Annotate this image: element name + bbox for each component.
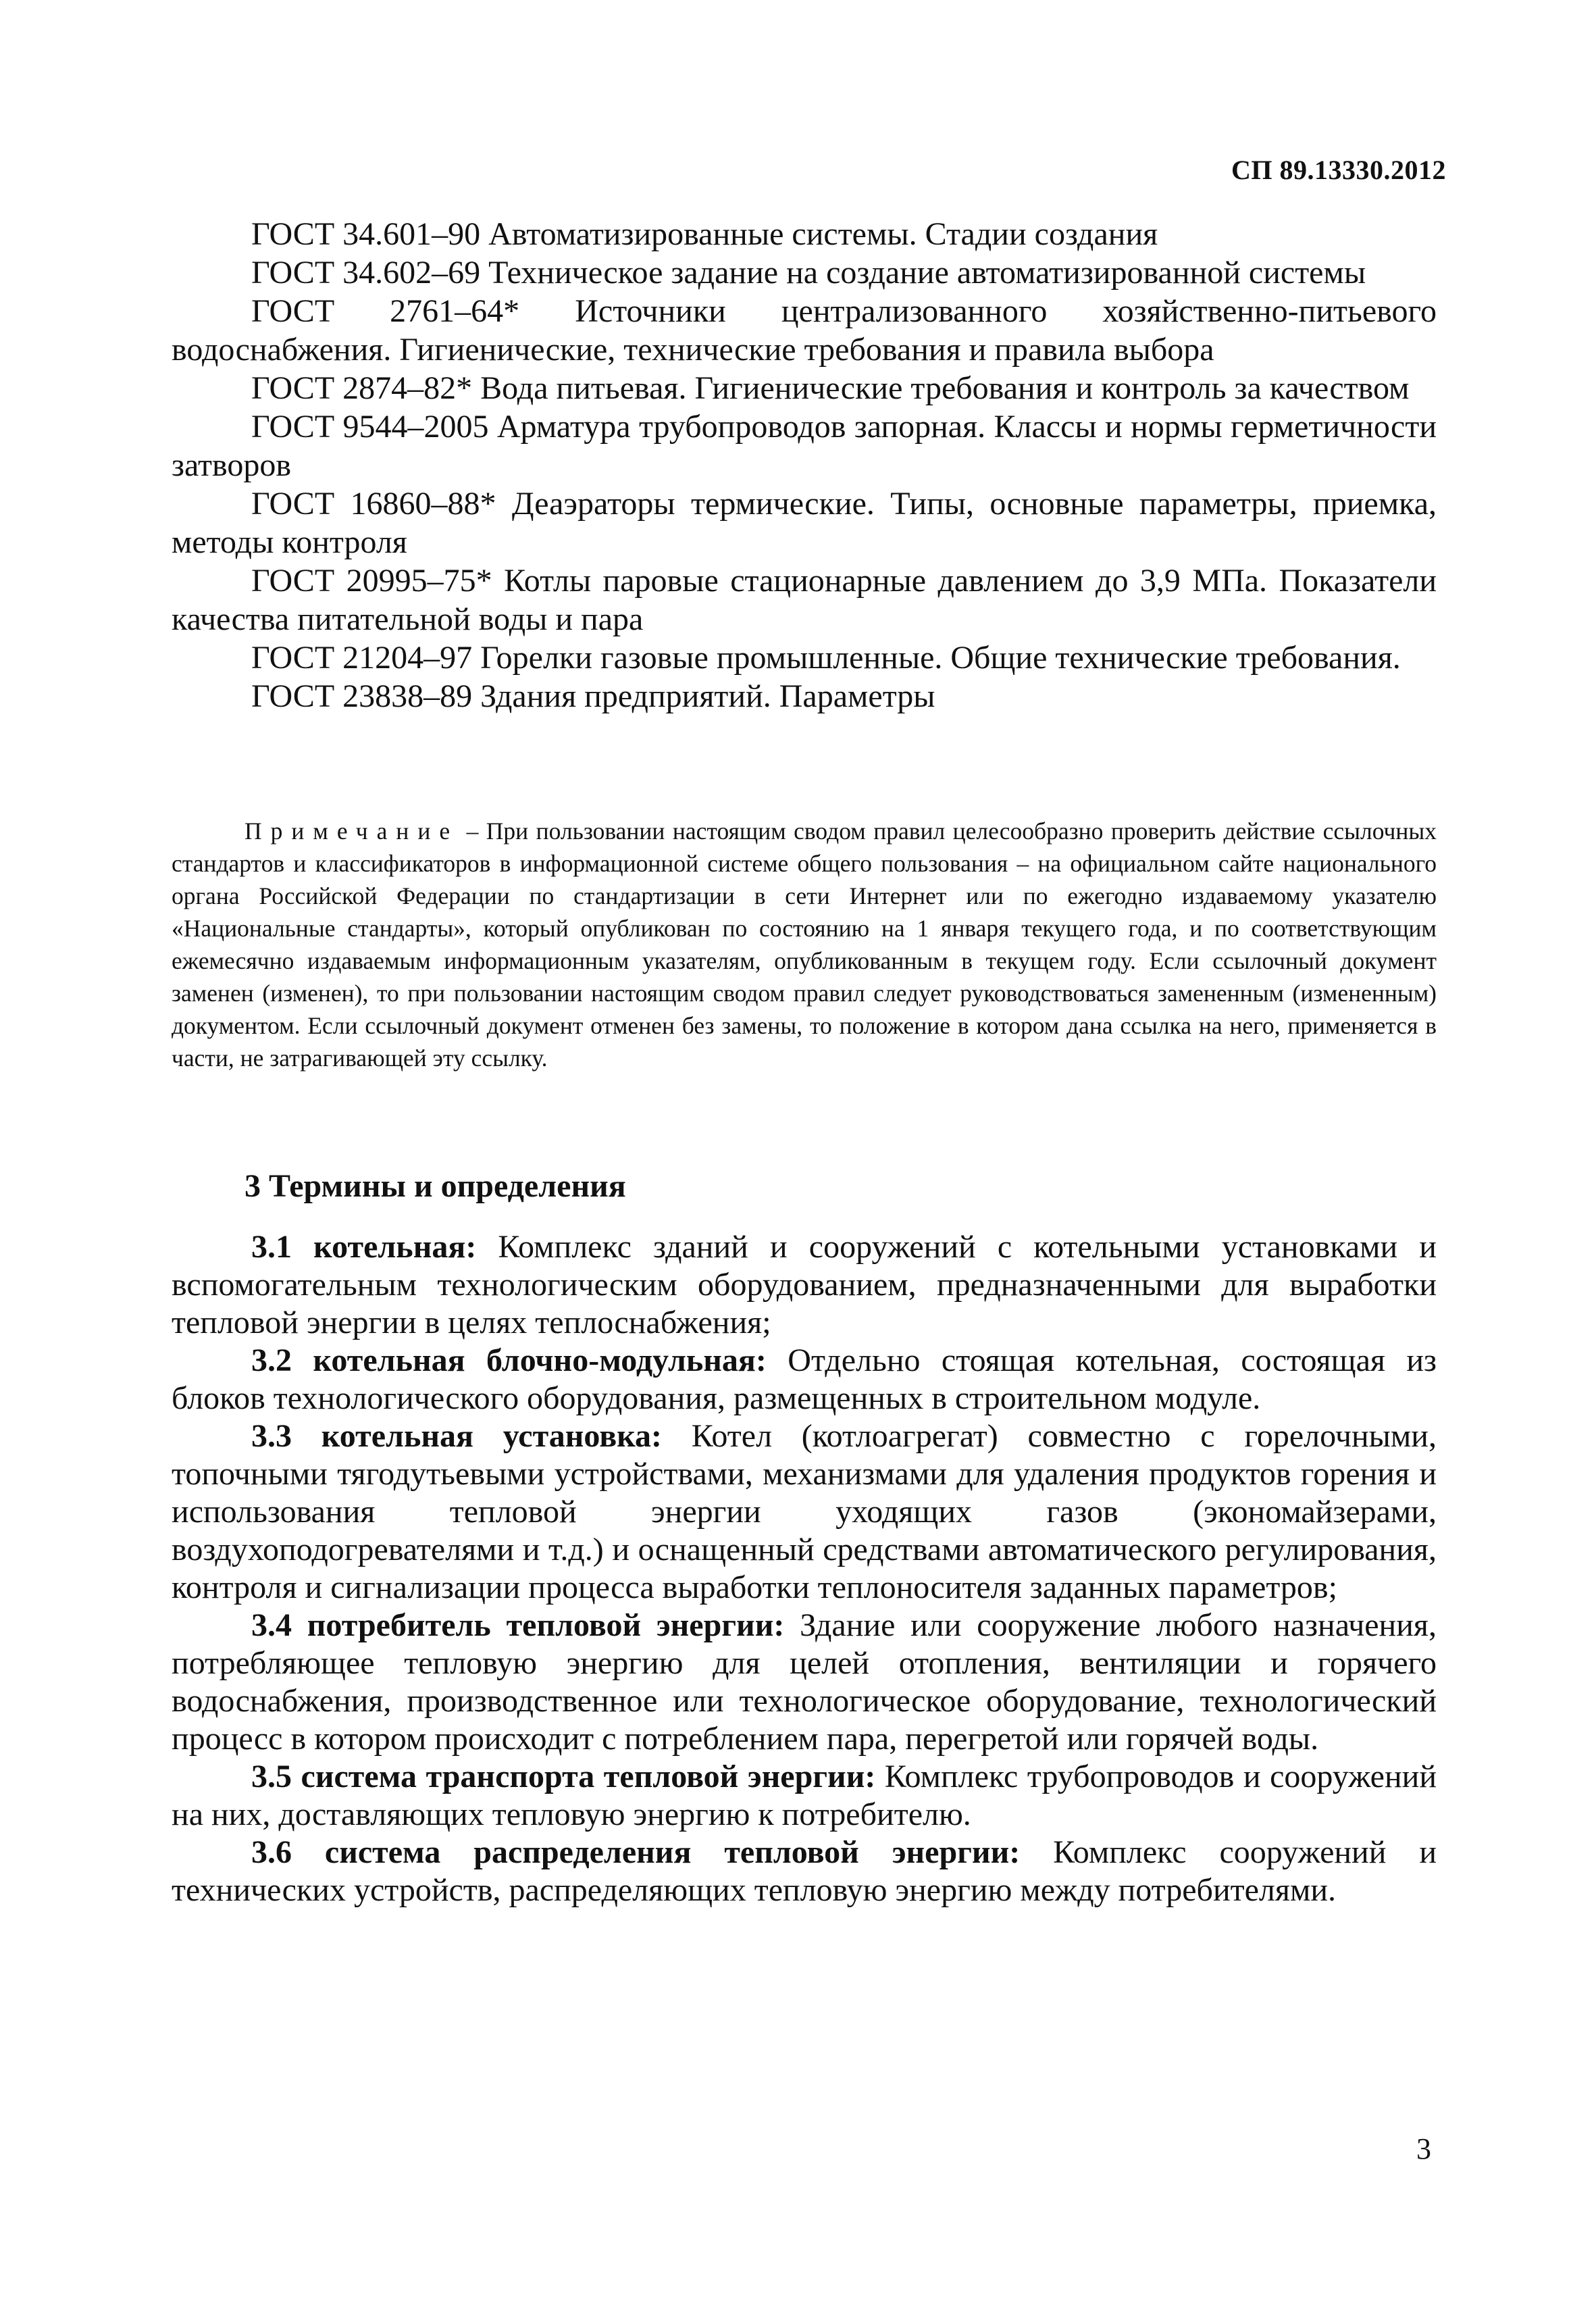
term-definition: Котел (котлоагрегат) совместно с горелочными, топочными тягодутьевыми устройствами, механизмами для удаления продуктов горения и использования тепловой энергии уходящих газов (экономайзерами, воздухоподогревателями и т.д.) и оснащенный средствами автоматического регулирования, контроля и сигнализации процесса выработки теплоносителя заданных параметров; — [172, 1418, 1437, 1605]
term-item — [172, 1834, 1437, 1909]
note-text: – При пользовании настоящим сводом правил целесообразно проверить действие ссылочных стандартов и классификаторов в информационной системе общего пользования – на официальном сайте национального органа Российской Федерации по стандартизации в сети Интернет или по ежегодно издаваемому указателю «Национальные стандарты», который опубликован по состоянию на 1 января текущего года, и по соответствующим ежемесячно издаваемым информационным указателям, опубликованным в текущем году. Если ссылочный документ заменен (изменен), то при пользовании настоящим сводом правил следует руководствоваться замененным (измененным) документом. Если ссылочный документ отменен без замены, то положение в котором дана ссылка на него, применяется в части, не затрагивающей эту ссылку. — [172, 818, 1437, 1072]
reference-item — [172, 253, 1437, 292]
reference-code: ГОСТ 34.602–69 — [251, 255, 481, 291]
reference-item — [172, 369, 1437, 407]
reference-title: Автоматизированные системы. Стадии создания — [488, 216, 1158, 252]
term-item — [172, 1417, 1437, 1607]
references-note — [172, 815, 1437, 1074]
reference-item — [172, 677, 1437, 715]
reference-item — [172, 638, 1437, 677]
reference-title: Вода питьевая. Гигиенические требования и контроль за качеством — [480, 370, 1410, 406]
document-code: СП 89.13330.2012 — [1231, 155, 1446, 185]
term-name: 3.2 котельная блочно-модульная: — [251, 1342, 767, 1378]
reference-code: ГОСТ 21204–97 — [251, 640, 473, 676]
reference-title: Источники централизованного хозяйственно-питьевого водоснабжения. Гигиенические, технические требования и правила выбора — [172, 293, 1437, 368]
reference-item — [172, 292, 1437, 369]
term-name: 3.6 система распределения тепловой энергии: — [251, 1834, 1021, 1870]
reference-item — [172, 561, 1437, 638]
reference-code: ГОСТ 9544–2005 — [251, 409, 489, 445]
reference-code: ГОСТ 2761–64* — [251, 293, 520, 329]
reference-item — [172, 484, 1437, 561]
note-label: Примечание — [244, 818, 459, 845]
normative-references-list — [172, 215, 1437, 715]
reference-title: Деаэраторы термические. Типы, основные параметры, приемка, методы контроля — [172, 486, 1437, 560]
term-name: 3.3 котельная установка: — [251, 1418, 663, 1454]
section-heading: 3 Термины и определения — [244, 1168, 626, 1204]
term-item — [172, 1758, 1437, 1834]
term-item — [172, 1342, 1437, 1417]
term-definition: Комплекс зданий и сооружений с котельными установками и вспомогательным технологическим оборудованием, предназначенными для выработки тепловой энергии в целях теплоснабжения; — [172, 1229, 1437, 1340]
reference-title: Арматура трубопроводов запорная. Классы и нормы герметичности затворов — [172, 409, 1437, 483]
term-name: 3.1 котельная: — [251, 1229, 477, 1265]
term-name: 3.4 потребитель тепловой энергии: — [251, 1607, 785, 1643]
term-item — [172, 1228, 1437, 1342]
reference-title: Техническое задание на создание автоматизированной системы — [488, 255, 1366, 291]
terms-list — [172, 1228, 1437, 1909]
term-definition: Здание или сооружение любого назначения, потребляющее тепловую энергию для целей отопления, вентиляции и горячего водоснабжения, производственное или технологическое оборудование, технологический процесс в котором происходит с потреблением пара, перегретой или горячей воды. — [172, 1607, 1437, 1757]
reference-item — [172, 215, 1437, 253]
term-item — [172, 1607, 1437, 1758]
reference-code: ГОСТ 2874–82* — [251, 370, 473, 406]
term-name: 3.5 система транспорта тепловой энергии: — [251, 1759, 876, 1794]
reference-code: ГОСТ 16860–88* — [251, 486, 496, 522]
reference-item — [172, 407, 1437, 484]
reference-code: ГОСТ 34.601–90 — [251, 216, 481, 252]
term-definition: Комплекс сооружений и технических устройств, распределяющих тепловую энергию между потребителями. — [172, 1834, 1437, 1908]
page-number: 3 — [1416, 2132, 1431, 2165]
term-definition: Отдельно стоящая котельная, состоящая из блоков технологического оборудования, размещенных в строительном модуле. — [172, 1342, 1437, 1416]
reference-title: Котлы паровые стационарные давлением до 3,9 МПа. Показатели качества питательной воды и пара — [172, 563, 1437, 637]
reference-code: ГОСТ 23838–89 — [251, 678, 473, 714]
reference-title: Здания предприятий. Параметры — [480, 678, 935, 714]
term-definition: Комплекс трубопроводов и сооружений на них, доставляющих тепловую энергию к потребителю. — [172, 1759, 1437, 1832]
reference-title: Горелки газовые промышленные. Общие технические требования. — [480, 640, 1401, 676]
reference-code: ГОСТ 20995–75* — [251, 563, 492, 599]
